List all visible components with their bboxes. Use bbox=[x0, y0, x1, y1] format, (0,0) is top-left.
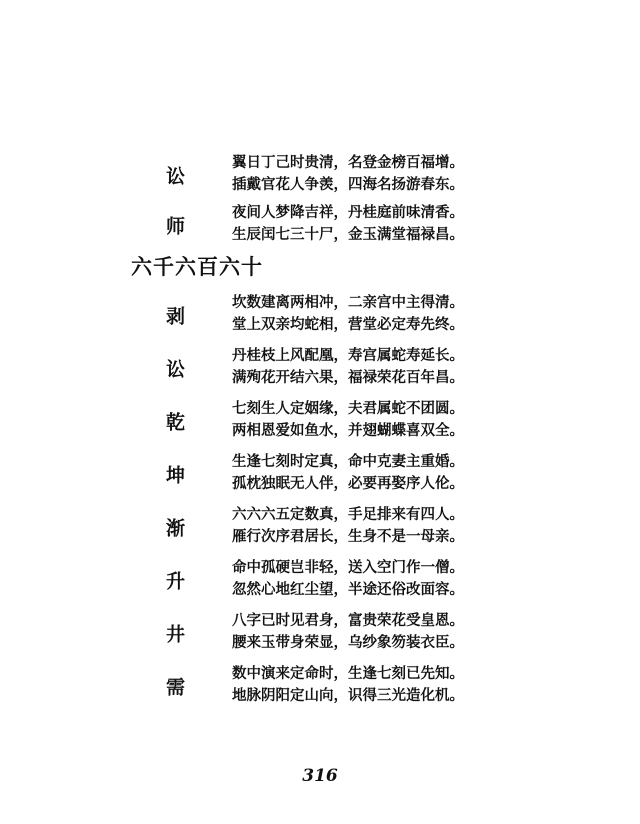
hexagram-name: 讼 bbox=[166, 358, 186, 381]
verse-line: 插戴官花人争羡，四海名扬游春东。 bbox=[232, 176, 464, 193]
verse-entry bbox=[0, 292, 640, 342]
page-number: 316 bbox=[302, 766, 338, 786]
verse-entry bbox=[0, 504, 640, 554]
hexagram-name: 剥 bbox=[166, 305, 186, 328]
verse-line: 孤枕独眠无人伴，必要再娶序人伦。 bbox=[232, 475, 464, 492]
verse-line: 七刻生人定姻缘，夫君属蛇不团圆。 bbox=[232, 400, 464, 417]
verse-lines bbox=[232, 202, 464, 246]
verse-line: 八字已时见君身，富贵荣花受皇恩。 bbox=[232, 612, 464, 629]
verse-line: 夜间人梦降吉祥，丹桂庭前味清香。 bbox=[232, 204, 464, 221]
hexagram-name: 需 bbox=[166, 676, 186, 699]
verse-lines bbox=[232, 557, 464, 601]
verse-entry bbox=[0, 663, 640, 713]
verse-line: 丹桂枝上风配凰，寿宫属蛇寿延长。 bbox=[232, 347, 464, 364]
verse-line: 生逢七刻时定真，命中克妻主重婚。 bbox=[232, 453, 464, 470]
hexagram-name: 井 bbox=[166, 623, 186, 646]
verse-lines bbox=[232, 345, 464, 389]
verse-entry bbox=[0, 557, 640, 607]
verse-entry bbox=[0, 398, 640, 448]
hexagram-name: 乾 bbox=[166, 411, 186, 434]
verse-lines bbox=[232, 398, 464, 442]
verse-entry bbox=[0, 152, 640, 202]
verse-lines bbox=[232, 663, 464, 707]
verse-line: 堂上双亲均蛇相，营堂必定寿先终。 bbox=[232, 316, 464, 333]
verse-line: 腰来玉带身荣显，乌纱象笏装衣臣。 bbox=[232, 634, 464, 651]
verse-lines bbox=[232, 292, 464, 336]
verse-lines bbox=[232, 451, 464, 495]
verse-line: 地脉阴阳定山向，识得三光造化机。 bbox=[232, 687, 464, 704]
hexagram-name: 升 bbox=[166, 570, 186, 593]
verse-line: 翼日丁己时贵清，名登金榜百福增。 bbox=[232, 154, 464, 171]
verse-entry bbox=[0, 610, 640, 660]
verse-line: 生辰闰七三十尸，金玉满堂福禄昌。 bbox=[232, 226, 464, 243]
verse-lines bbox=[232, 152, 464, 196]
verse-entry bbox=[0, 202, 640, 252]
verse-line: 六六六五定数真，手足排来有四人。 bbox=[232, 506, 464, 523]
verse-line: 两相恩爱如鱼水，并翅蝴蝶喜双全。 bbox=[232, 422, 464, 439]
verse-line: 命中孤硬岂非轻，送入空门作一僧。 bbox=[232, 559, 464, 576]
verse-lines bbox=[232, 504, 464, 548]
verse-line: 忽然心地红尘望，半途还俗改面容。 bbox=[232, 581, 464, 598]
section-heading: 六千六百六十 bbox=[131, 254, 263, 279]
verse-line: 坎数建离两相冲，二亲宫中主得清。 bbox=[232, 294, 464, 311]
hexagram-name: 渐 bbox=[166, 517, 186, 540]
hexagram-name: 坤 bbox=[166, 464, 186, 487]
hexagram-name: 师 bbox=[166, 215, 186, 238]
hexagram-name: 讼 bbox=[166, 165, 186, 188]
verse-line: 雁行次序君居长，生身不是一母亲。 bbox=[232, 528, 464, 545]
verse-entry bbox=[0, 451, 640, 501]
verse-lines bbox=[232, 610, 464, 654]
verse-line: 满殉花开结六果，福禄荣花百年昌。 bbox=[232, 369, 464, 386]
verse-entry bbox=[0, 345, 640, 395]
verse-line: 数中演来定命时，生逢七刻已先知。 bbox=[232, 665, 464, 682]
